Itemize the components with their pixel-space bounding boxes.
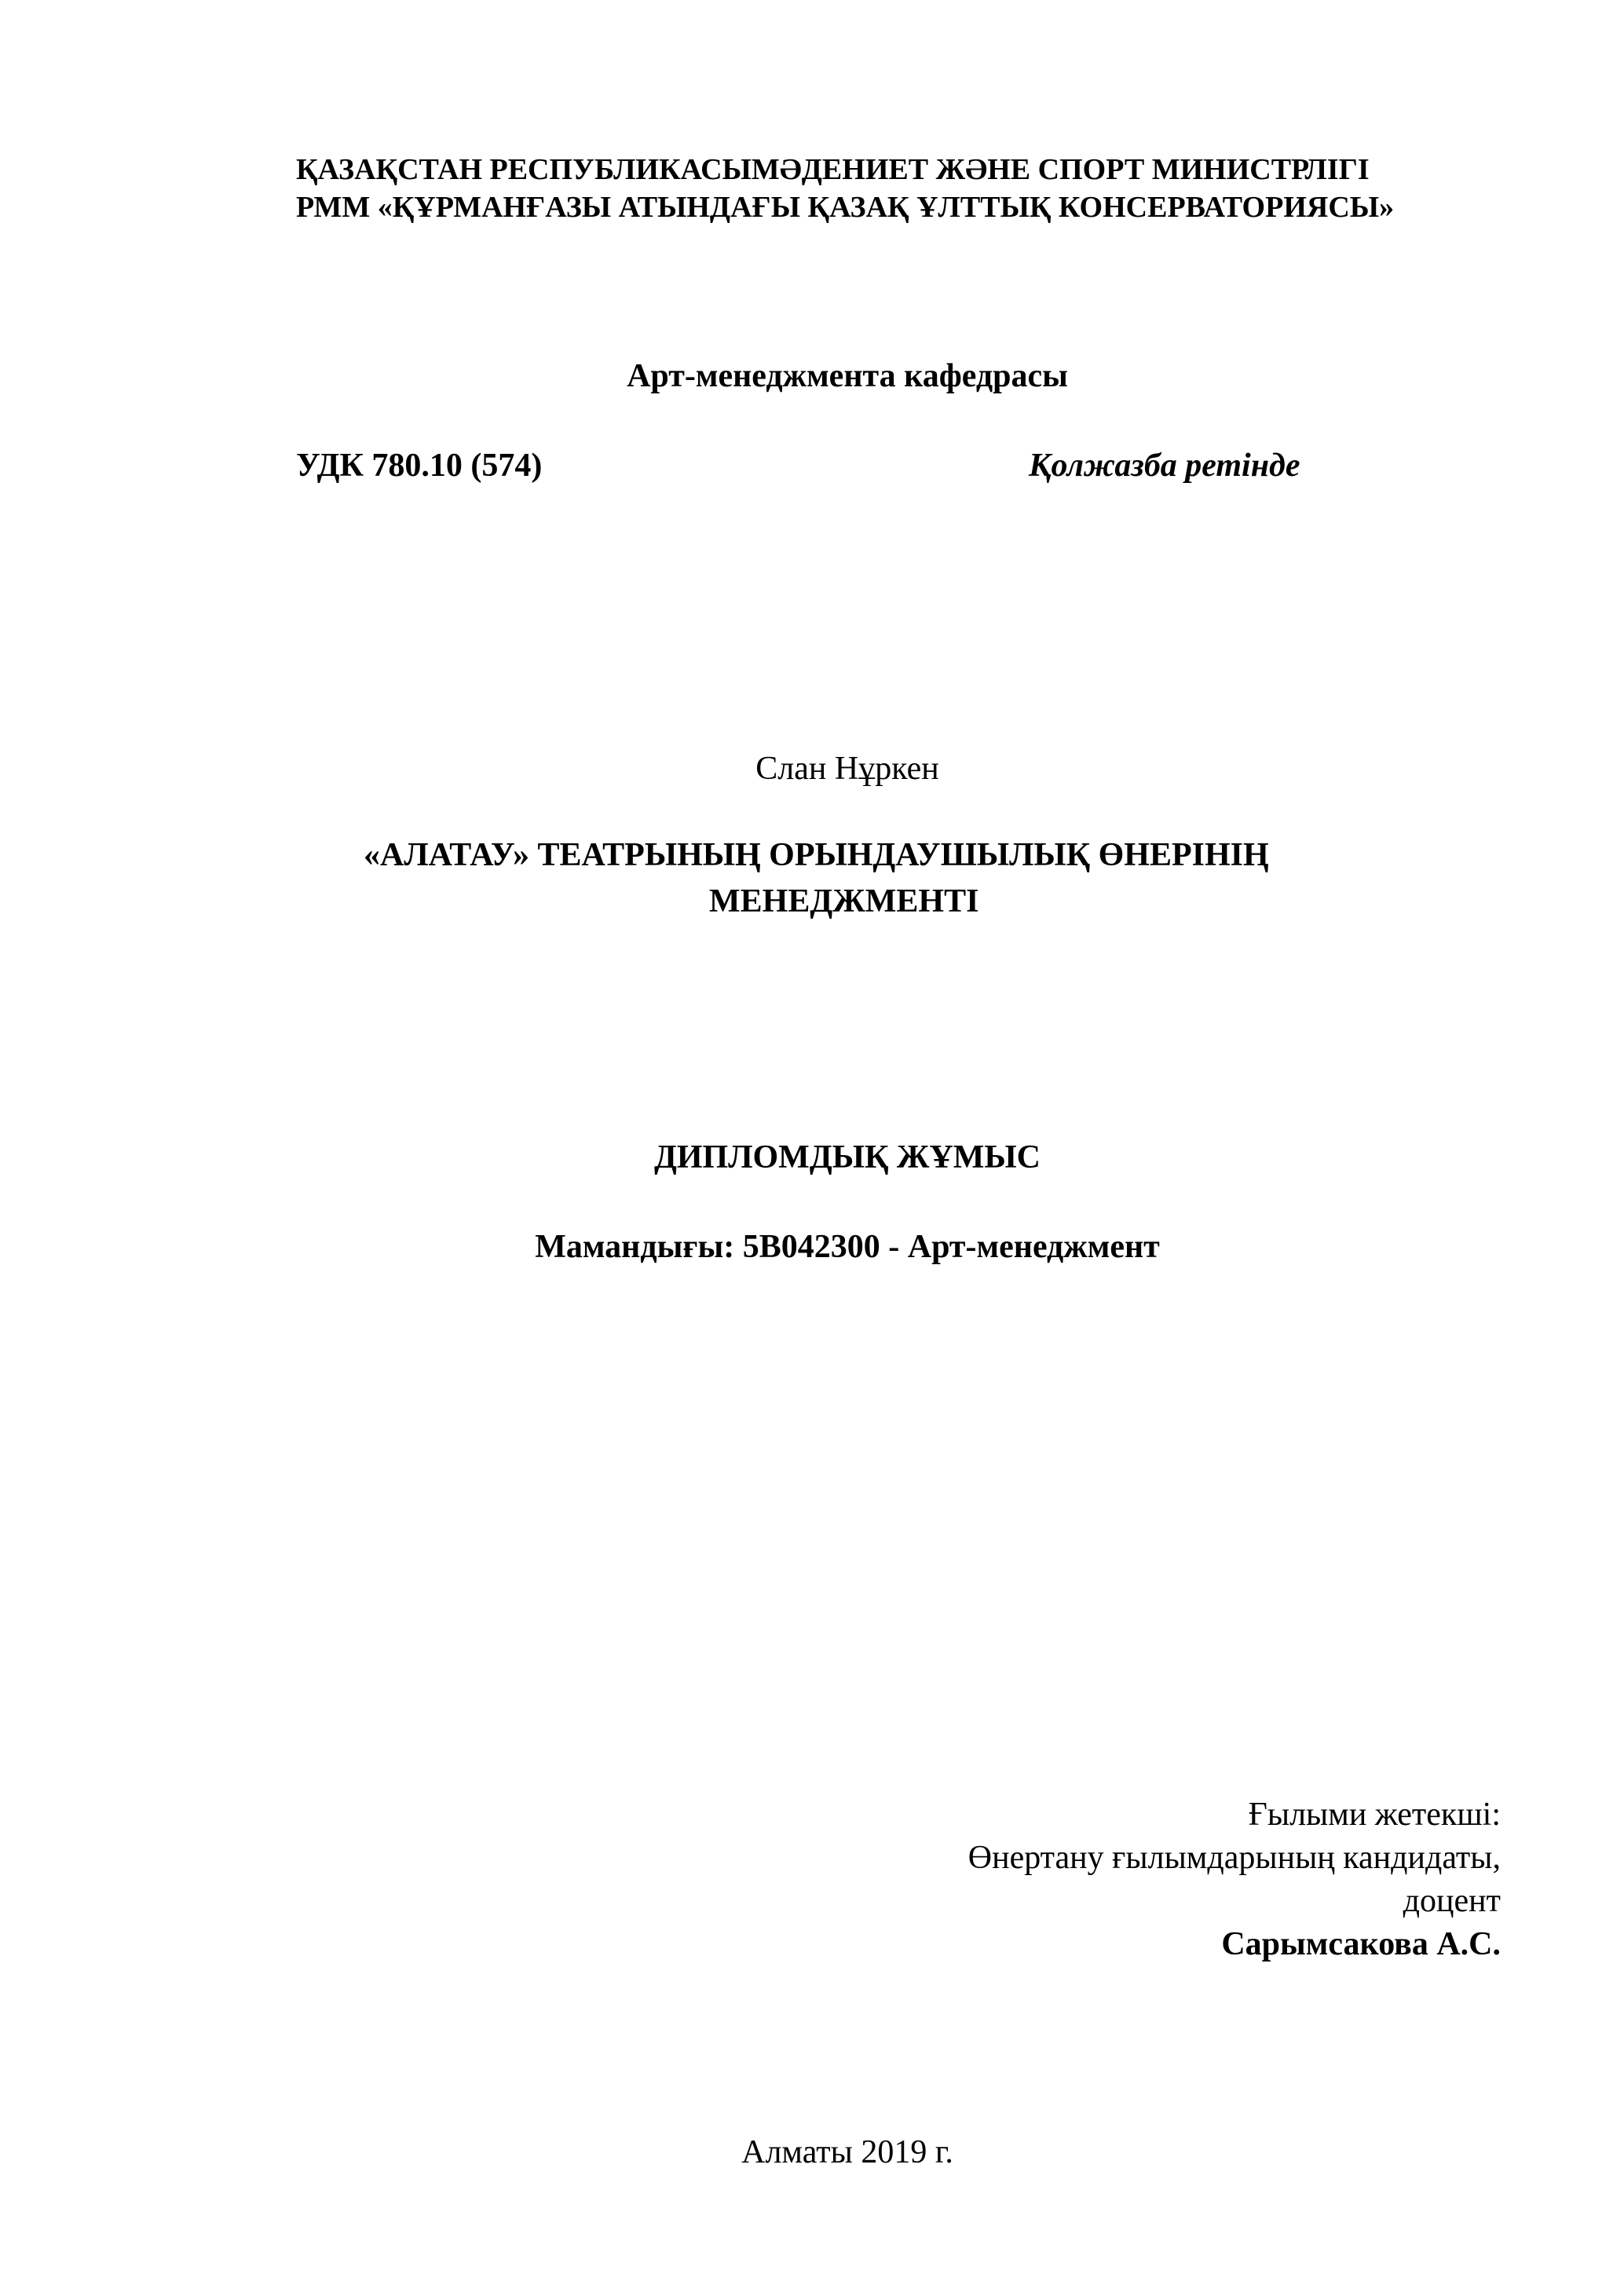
supervisor-degree: Өнертану ғылымдарының кандидаты, xyxy=(967,1840,1501,1876)
specialty: Мамандығы: 5В042300 - Арт-менеджмент xyxy=(535,1229,1160,1265)
supervisor-name: Сарымсакова А.С. xyxy=(1221,1926,1501,1962)
ministry-header-line: ҚАЗАҚСТАН РЕСПУБЛИКАСЫМӘДЕНИЕТ ЖӘНЕ СПОРТ МИНИСТРЛІГІ xyxy=(296,153,1370,186)
thesis-title-line-1: «АЛАТАУ» ТЕАТРЫНЫҢ ОРЫНДАУШЫЛЫҚ ӨНЕРІНІҢ xyxy=(364,837,1269,873)
institution-header-line: РММ «ҚҰРМАНҒАЗЫ АТЫНДАҒЫ ҚАЗАҚ ҰЛТТЫҚ КОНСЕРВАТОРИЯСЫ» xyxy=(296,191,1395,224)
supervisor-rank: доцент xyxy=(1403,1883,1501,1919)
city-year: Алматы 2019 г. xyxy=(741,2134,953,2170)
manuscript-note: Қолжазба ретінде xyxy=(1029,448,1300,484)
department-name: Арт-менеджмента кафедрасы xyxy=(627,358,1068,394)
work-type: ДИПЛОМДЫҚ ЖҰМЫС xyxy=(653,1139,1041,1175)
supervisor-label: Ғылыми жетекші: xyxy=(1248,1797,1501,1833)
thesis-title-line-2: МЕНЕДЖМЕНТІ xyxy=(709,883,979,919)
author-name: Слан Нұркен xyxy=(755,751,939,787)
supervisor-block xyxy=(968,1793,1501,1966)
udk-code: УДК 780.10 (574) xyxy=(296,448,543,484)
